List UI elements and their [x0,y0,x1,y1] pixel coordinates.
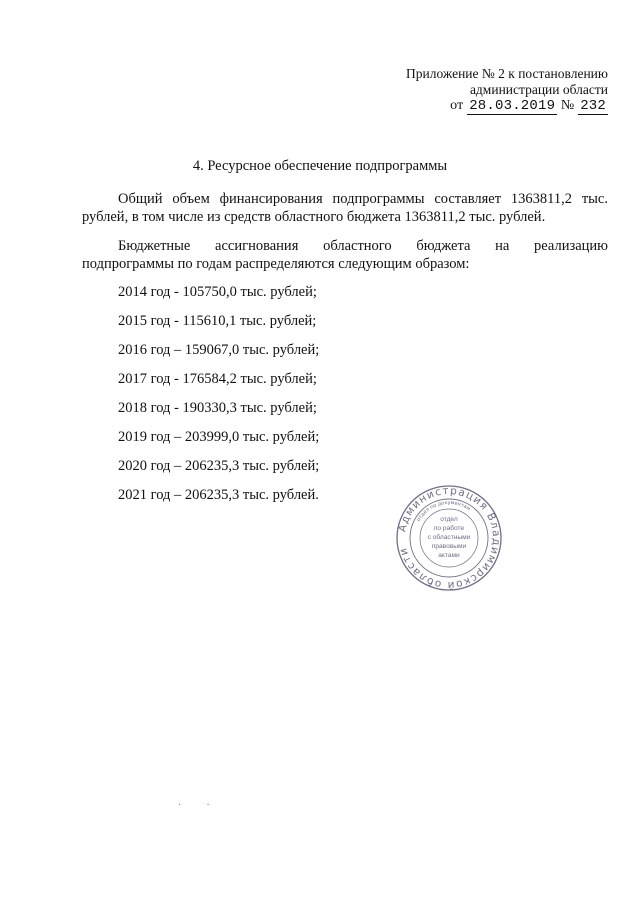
year-row: 2018 год - 190330,3 тыс. рублей; [118,400,317,416]
funding-line-1: Общий объем финансирования подпрограммы составляет 1363811,2 тыс. [118,191,608,207]
stamp-center-line: отдел [440,516,458,523]
allocation-line-2: подпрограммы по годам распределяются следующим образом: [82,256,470,272]
year-row: 2020 год – 206235,3 тыс. рублей; [118,458,320,474]
official-stamp [395,484,503,592]
funding-line-2: рублей, в том числе из средств областного бюджета 1363811,2 тыс. рублей. [82,209,546,225]
date-prefix: от [450,98,464,113]
stamp-center-line: по работе [433,525,465,532]
order-number: 232 [580,98,606,114]
number-prefix: № [560,98,575,113]
year-row: 2017 год - 176584,2 тыс. рублей; [118,371,317,387]
stamp-inner-ring-text: отдел по документам [415,499,472,523]
yearly-allocation-list [118,283,319,515]
allocation-line-1: Бюджетные ассигнования областного бюджета на реализацию [118,238,608,254]
appendix-line-2: администрации области [469,82,608,97]
appendix-order-line [406,98,608,114]
year-row: 2021 год – 206235,3 тыс. рублей. [118,487,319,503]
stamp-outer-text: Администрация Владимирской области [396,484,503,592]
stamp-center-line: актами [438,552,460,559]
order-date: 28.03.2019 [469,98,556,114]
year-row: 2015 год - 115610,1 тыс. рублей; [118,313,317,329]
funding-paragraph [82,190,608,226]
ink-mark: · · [178,800,210,811]
year-row: 2019 год – 203999,0 тыс. рублей; [118,429,320,445]
section-title: 4. Ресурсное обеспечение подпрограммы [192,158,448,174]
appendix-line-1: Приложение № 2 к постановлению [406,66,608,81]
stamp-center-line: с областными [427,534,471,541]
appendix-header [406,66,608,114]
year-row: 2016 год – 159067,0 тыс. рублей; [118,342,320,358]
allocation-paragraph [82,237,608,273]
year-row: 2014 год - 105750,0 тыс. рублей; [118,284,317,300]
stamp-center-line: правовыми [431,543,467,550]
